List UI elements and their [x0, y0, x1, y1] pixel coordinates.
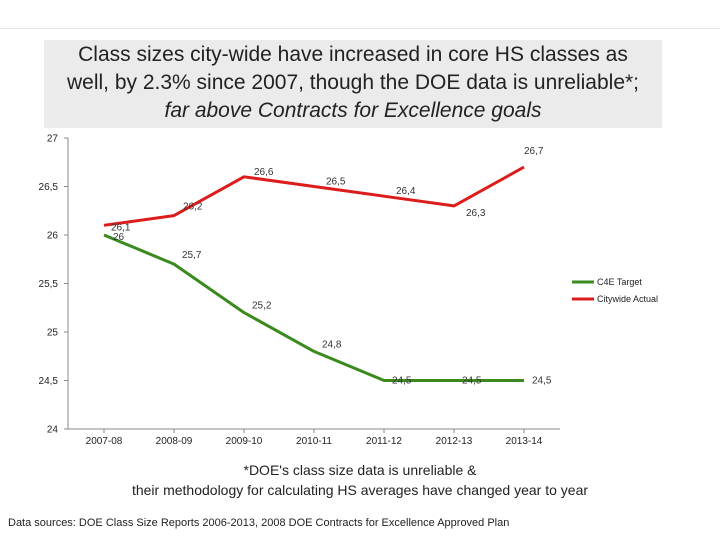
x-tick-label: 2007-08: [85, 436, 123, 447]
footnote-line-2: their methodology for calculating HS averages have changed year to year: [131, 482, 589, 498]
title-line-1: Class sizes city-wide have increased in core HS classes as: [78, 43, 628, 66]
data-label: 24,5: [392, 375, 412, 387]
y-tick-label: 25: [46, 327, 58, 339]
data-sources: Data sources: DOE Class Size Reports 2006-2013, 2008 DOE Contracts for Excellence Approved Plan: [8, 517, 510, 529]
legend-label: C4E Target: [597, 277, 642, 287]
data-label: 25,2: [252, 300, 272, 312]
data-label: 25,7: [182, 250, 202, 262]
data-label: 26,7: [524, 146, 544, 158]
data-label: 24,5: [532, 375, 552, 387]
y-tick-label: 24: [46, 424, 58, 436]
x-tick-label: 2012-13: [435, 436, 473, 447]
y-tick-label: 26,5: [38, 182, 58, 193]
data-label: 24,8: [322, 339, 342, 351]
y-tick-label: 26: [46, 230, 58, 242]
y-tick-label: 25,5: [38, 279, 58, 290]
x-tick-label: 2010-11: [296, 436, 332, 447]
data-label: 26: [113, 232, 125, 243]
footnote-line-1: *DOE's class size data is unreliable &: [243, 462, 477, 478]
series-line: [104, 167, 524, 225]
x-tick-label: 2009-10: [225, 436, 263, 447]
x-tick-label: 2008-09: [155, 436, 193, 447]
legend-label: Citywide Actual: [597, 294, 659, 304]
data-label: 26,1: [111, 222, 131, 234]
title-line-3: far above Contracts for Excellence goals: [164, 99, 542, 122]
data-label: 26,6: [254, 166, 274, 178]
data-label: 26,2: [183, 201, 203, 213]
x-tick-label: 2013-14: [505, 436, 543, 447]
x-tick-label: 2011-12: [366, 436, 402, 447]
y-tick-label: 24,5: [38, 376, 58, 387]
data-label: 26,4: [396, 186, 416, 198]
y-tick-label: 27: [46, 133, 58, 145]
data-label: 26,3: [466, 207, 486, 219]
series-line: [104, 235, 524, 381]
data-label: 24,5: [462, 375, 482, 387]
title-line-2: well, by 2.3% since 2007, though the DOE data is unreliable*;: [66, 71, 639, 94]
data-label: 26,5: [326, 176, 346, 188]
